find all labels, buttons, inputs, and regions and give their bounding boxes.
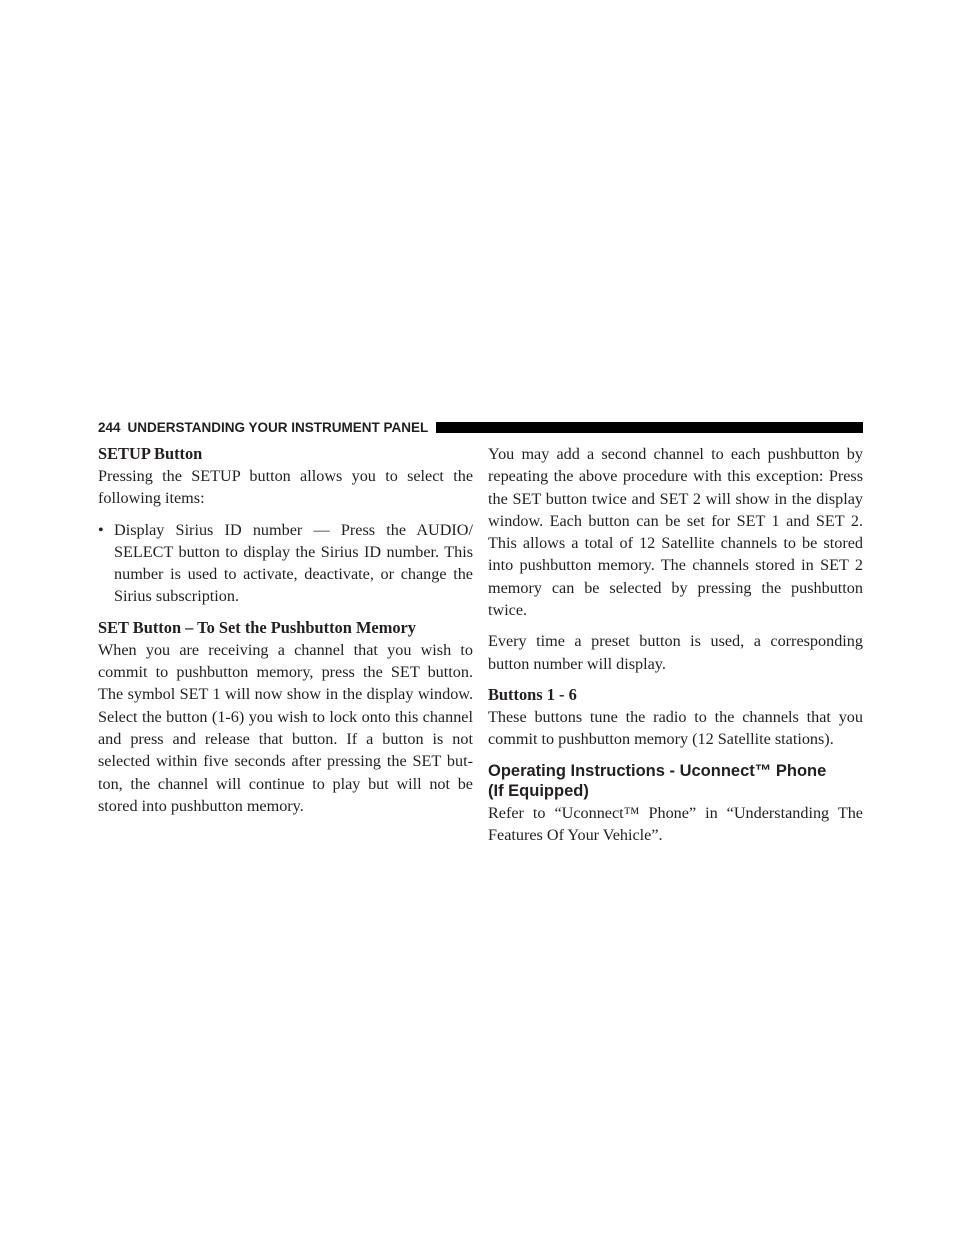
uconnect-heading-line-2: (If Equipped) [488,782,589,801]
page-number: 244 [98,420,121,435]
setup-button-heading: SETUP Button [98,444,203,463]
buttons-1-6-paragraph: These buttons tune the radio to the channels that you commit to pushbutton memory (12 Satellite stations). [488,707,863,749]
page-header [98,419,863,436]
set-button-heading: SET Button – To Set the Pushbutton Memory [98,617,417,637]
set-button-paragraph: When you are receiving a channel that you wish to commit to pushbutton memory, press the SET button. The symbol SET 1 will now show in the display window. Select the button (1-6) you wish to lock onto this channel and press and release that button. If a button is not selected within five seconds after pressing the SET but-ton, the channel will continue to play but will not be stored into pushbutton memory. [98,640,473,815]
bullet-item-sirius-id [98,519,473,608]
bullet-icon: • [98,520,104,539]
setup-intro-paragraph: Pressing the SETUP button allows you to select the following items: [98,467,473,508]
right-column [488,443,863,846]
second-channel-paragraph: You may add a second channel to each pushbutton by repeating the above procedure with this exception: Press the SET button twice and SET 2 will show in the display window. Each button can be set for SET 1 and SET 2. This allows a total of 12 Satellite channels to be stored into pushbutton memory. The channels stored in SET 2 memory can be selected by pressing the pushbutton twice. [488,445,863,620]
bullet-text: Display Sirius ID number — Press the AUDIO/ SELECT button to display the Sirius ID number. This number is used to activate, deactivate, or change the Sirius subscription. [114,520,473,606]
section-title: UNDERSTANDING YOUR INSTRUMENT PANEL [127,420,429,435]
uconnect-heading-line-1: Operating Instructions - Uconnect™ Phone [488,761,827,780]
header-rule-bar [436,422,863,433]
left-column [98,443,473,817]
uconnect-heading [488,761,863,802]
buttons-1-6-heading: Buttons 1 - 6 [488,684,577,704]
uconnect-paragraph: Refer to “Uconnect™ Phone” in “Understanding The Features Of Your Vehicle”. [488,803,863,844]
preset-paragraph: Every time a preset button is used, a corresponding button number will display. [488,632,863,673]
